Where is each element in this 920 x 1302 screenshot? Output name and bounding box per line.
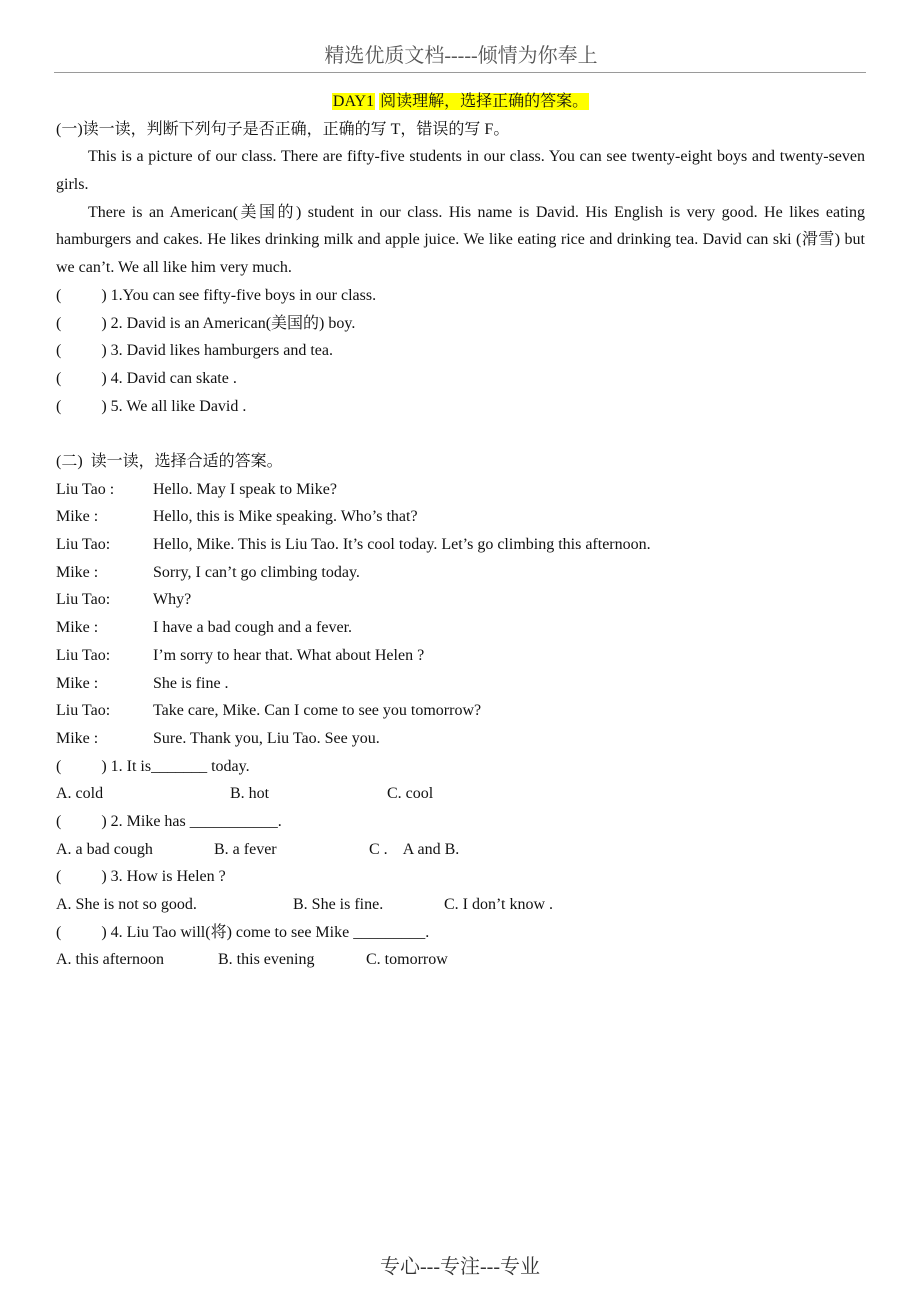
- option-a: A. this afternoon: [56, 951, 164, 969]
- dialogue-line: [56, 559, 865, 587]
- speaker: Liu Tao:: [56, 536, 111, 554]
- dialogue-line: [56, 476, 865, 504]
- day-label: DAY1: [332, 93, 375, 110]
- section-title: [56, 88, 865, 116]
- page-header: 精选优质文档-----倾情为你奉上: [324, 45, 598, 67]
- mc-question-1: ( ) 1. It is_______ today.: [56, 757, 250, 775]
- utterance: Why?: [153, 591, 192, 609]
- mc-options-1: [56, 780, 865, 808]
- option-b: B. hot: [230, 785, 270, 803]
- tf-question-1: ( ) 1.You can see fifty-five boys in our class.: [56, 286, 377, 304]
- option-a: A. a bad cough: [56, 840, 153, 858]
- page-footer: 专心---专注---专业: [380, 1256, 540, 1278]
- option-b: B. this evening: [218, 951, 315, 969]
- passage-paragraph-1: This is a picture of our class. There are fifty-five students in our class. You can see twenty-eight boys and twenty-seven girls.: [56, 148, 865, 194]
- utterance: I have a bad cough and a fever.: [153, 619, 353, 637]
- utterance: Sure. Thank you, Liu Tao. See you.: [153, 729, 380, 747]
- option-b: B. a fever: [214, 840, 277, 858]
- mc-options-4: [56, 946, 865, 974]
- dialogue-line: [56, 670, 865, 698]
- utterance: Take care, Mike. Can I come to see you tomorrow?: [153, 702, 482, 720]
- dialogue-line: [56, 697, 865, 725]
- speaker: Mike :: [56, 508, 99, 526]
- document-body: [56, 88, 865, 974]
- dialogue-line: [56, 503, 865, 531]
- mc-question-3: ( ) 3. How is Helen ?: [56, 868, 226, 886]
- title-instruction: 阅读理解，选择正确的答案。: [380, 93, 589, 110]
- tf-question-3: ( ) 3. David likes hamburgers and tea.: [56, 342, 333, 360]
- dialogue-line: [56, 725, 865, 753]
- dialogue-line: [56, 614, 865, 642]
- spacer: [56, 420, 865, 448]
- utterance: Sorry, I can’t go climbing today.: [153, 563, 360, 581]
- option-c: C. I don’t know .: [444, 896, 554, 914]
- utterance: I’m sorry to hear that. What about Helen ?: [153, 646, 425, 664]
- speaker: Liu Tao:: [56, 646, 111, 664]
- speaker: Liu Tao:: [56, 702, 111, 720]
- mc-question-4: ( ) 4. Liu Tao will(将) come to see Mike _________.: [56, 923, 430, 941]
- part1-instruction: (一)读一读，判断下列句子是否正确，正确的写 T，错误的写 F。: [56, 120, 510, 138]
- mc-options-3: [56, 891, 865, 919]
- dialogue-line: [56, 586, 865, 614]
- option-a: A. cold: [56, 785, 104, 803]
- speaker: Mike :: [56, 674, 99, 692]
- tf-question-4: ( ) 4. David can skate .: [56, 369, 237, 387]
- mc-options-2: [56, 836, 865, 864]
- passage-paragraph-2: There is an American(美国的) student in our class. His name is David. His English is very good. He likes eating hamburgers and cakes. He likes drinking milk and apple juice. We like eating rice and drinking tea. David can ski (滑雪) but we can’t. We all like him very much.: [56, 203, 865, 277]
- speaker: Mike :: [56, 729, 99, 747]
- utterance: Hello, this is Mike speaking. Who’s that?: [153, 508, 418, 526]
- tf-question-5: ( ) 5. We all like David .: [56, 397, 247, 415]
- option-c: C. tomorrow: [366, 951, 448, 969]
- option-c: C . A and B.: [369, 840, 460, 858]
- utterance: Hello, Mike. This is Liu Tao. It’s cool today. Let’s go climbing this afternoon.: [153, 536, 651, 554]
- tf-question-2: ( ) 2. David is an American(美国的) boy.: [56, 314, 356, 332]
- header-divider: [54, 72, 866, 73]
- option-a: A. She is not so good.: [56, 896, 197, 914]
- utterance: She is fine .: [153, 674, 229, 692]
- dialogue-line: [56, 642, 865, 670]
- speaker: Mike :: [56, 563, 99, 581]
- part2-instruction: (二) 读一读，选择合适的答案。: [56, 453, 283, 471]
- speaker: Liu Tao :: [56, 480, 115, 498]
- option-c: C. cool: [387, 785, 434, 803]
- option-b: B. She is fine.: [293, 896, 384, 914]
- utterance: Hello. May I speak to Mike?: [153, 480, 337, 498]
- speaker: Liu Tao:: [56, 591, 111, 609]
- dialogue-line: [56, 531, 865, 559]
- speaker: Mike :: [56, 619, 99, 637]
- mc-question-2: ( ) 2. Mike has ___________.: [56, 812, 282, 830]
